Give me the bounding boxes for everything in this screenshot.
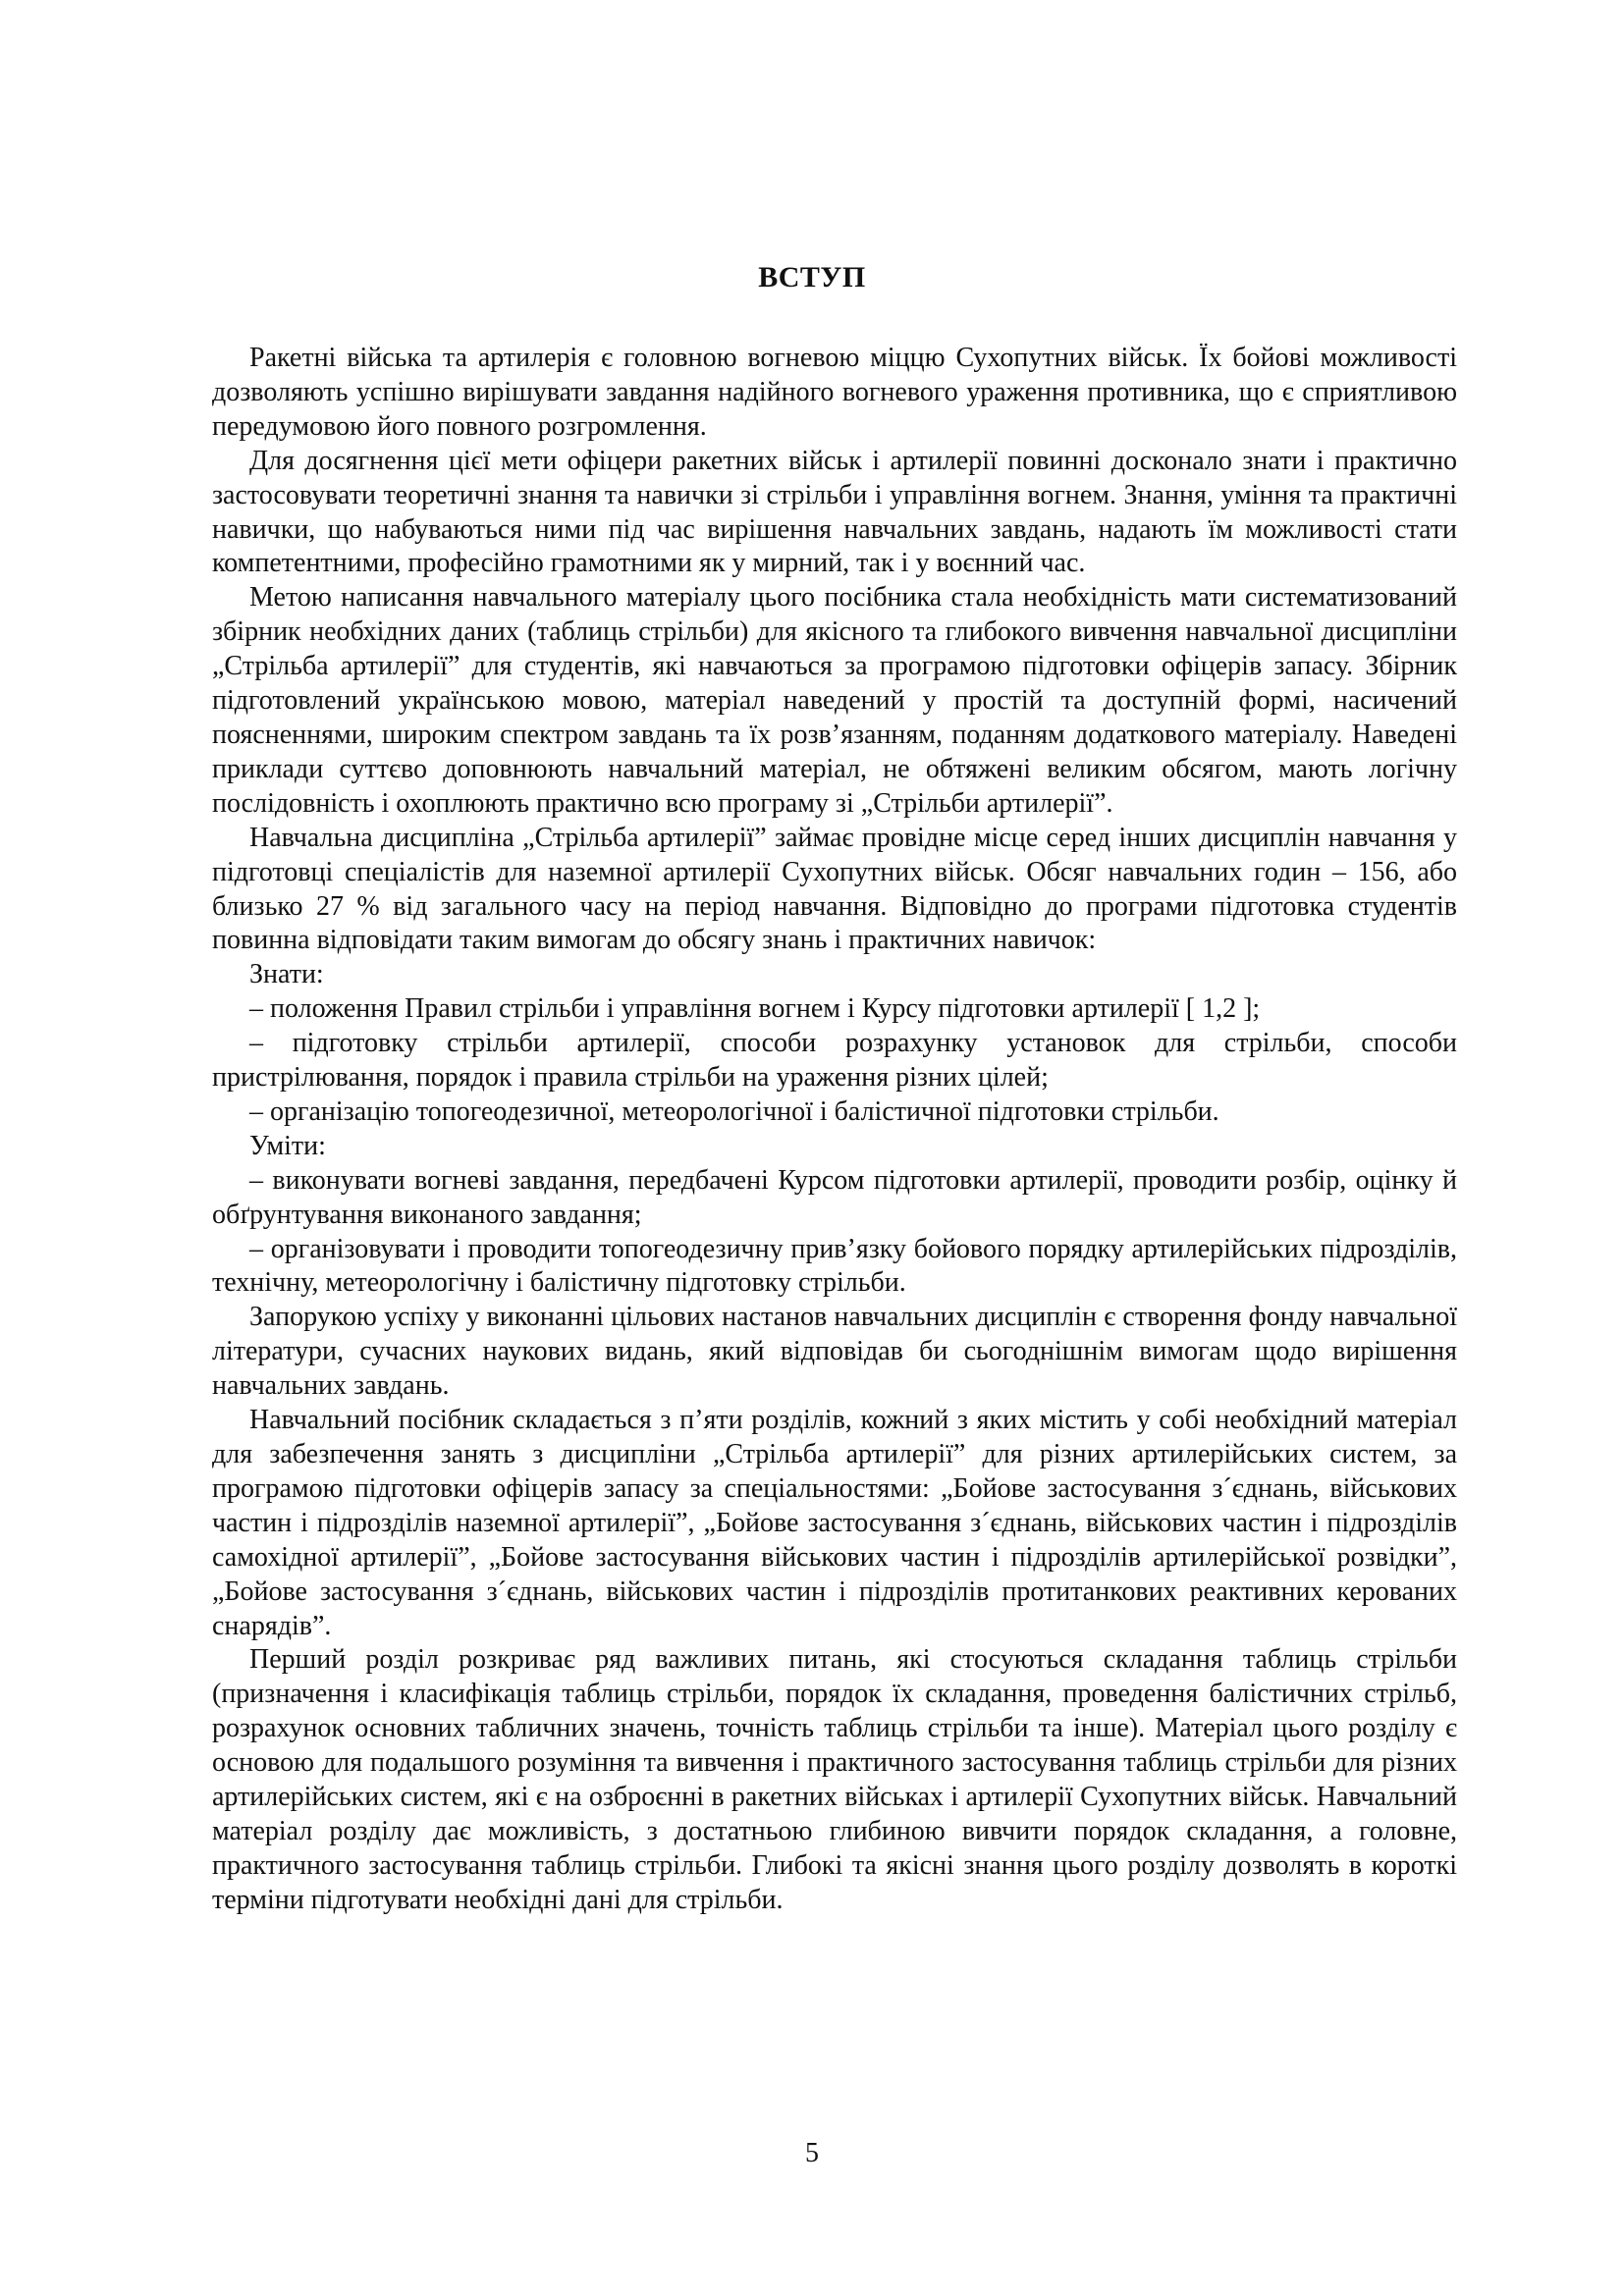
list-item-know-3: – організацію топогеодезичної, метеорологічної і балістичної підготовки стрільби. [249, 1095, 1219, 1127]
paragraph-goal: Для досягнення цієї мети офіцери ракетних військ і артилерії повинні досконало знати і практично застосовувати теоретичні знання та навички зі стрільби і управління вогнем. Знання, уміння та практичні навички, що набуваються ними під час вирішення навчальних завдань, надають їм можливості стати компетентними, професійно грамотними як у мирний, так і у воєнний час. [212, 445, 1457, 579]
paragraph-discipline: Навчальна дисципліна „Стрільба артилерії” займає провідне місце серед інших дисциплін навчання у підготовці спеціалістів для наземної артилерії Сухопутних військ. Обсяг навчальних годин – 156, або близько 27 % від загального часу на період навчання. Відповідно до програми підготовка студентів повинна відповідати таким вимогам до обсягу знань і практичних навичок: [212, 822, 1457, 956]
paragraph-structure: Навчальний посібник складається з п’яти розділів, кожний з яких містить у собі необхідний матеріал для забезпечення занять з дисципліни „Стрільба артилерії” для різних артилерійських систем, за програмою підготовки офіцерів запасу за спеціальностями: „Бойове застосування з´єднань, військових частин і підрозділів наземної артилерії”, „Бойове застосування з´єднань, військових частин і підрозділів самохідної артилерії”, „Бойове застосування військових частин і підрозділів артилерійської розвідки”, „Бойове застосування з´єднань, військових частин і підрозділів протитанкових реактивних керованих снарядів”. [212, 1405, 1457, 1641]
list-item-skill-1: – виконувати вогневі завдання, передбачені Курсом підготовки артилерії, проводити розбір, оцінку й обґрунтування виконаного завдання; [212, 1164, 1457, 1230]
list-item-know-1: – положення Правил стрільби і управління вогнем і Курсу підготовки артилерії [ 1,2 ]; [249, 993, 1261, 1025]
paragraph-purpose: Метою написання навчального матеріалу цього посібника стала необхідність мати систематизований збірник необхідних даних (таблиць стрільби) для якісного та глибокого вивчення навчальної дисципліни „Стрільба артилерії” для студентів, які навчаються за програмою підготовки офіцерів запасу. Збірник підготовлений українською мовою, матеріал наведений у простій та доступній формі, насичений поясненнями, широким спектром завдань та їх розв’язанням, поданням додаткового матеріалу. Наведені приклади суттєво доповнюють навчальний матеріал, не обтяжені великим обсягом, мають логічну послідовність і охоплюють практично всю програму зі „Стрільби артилерії”. [212, 582, 1457, 819]
paragraph-first-section: Перший розділ розкриває ряд важливих питань, які стосуються складання таблиць стрільби (призначення і класифікація таблиць стрільби, порядок їх складання, проведення балістичних стрільб, розрахунок основних табличних значень, точність таблиць стрільби та інше). Матеріал цього розділу є основою для подальшого розуміння та вивчення і практичного застосування таблиць стрільби для різних артилерійських систем, які є на озброєнні в ракетних військах і артилерії Сухопутних військ. Навчальний матеріал розділу дає можливість, з достатньою глибиною вивчити порядок складання, а головне, практичного застосування таблиць стрільби. Глибокі та якісні знання цього розділу дозволять в короткі терміни підготувати необхідні дані для стрільби. [212, 1644, 1457, 1915]
paragraph-intro: Ракетні війська та артилерія є головною вогневою міццю Сухопутних військ. Їх бойові можливості дозволяють успішно вирішувати завдання надійного вогневого ураження противника, що є сприятливою передумовою його повного розгромлення. [212, 343, 1457, 442]
label-be-able: Уміти: [249, 1130, 326, 1161]
label-know: Знати: [249, 959, 324, 990]
section-heading: ВСТУП [758, 261, 866, 294]
list-item-know-2: – підготовку стрільби артилерії, способи розрахунку установок для стрільби, способи пристрілювання, порядок і правила стрільби на ураження різних цілей; [212, 1028, 1457, 1094]
page-number: 5 [805, 2138, 819, 2168]
list-item-skill-2: – організовувати і проводити топогеодезичну прив’язку бойового порядку артилерійських підрозділів, технічну, метеорологічну і балістичну підготовку стрільби. [212, 1233, 1457, 1299]
paragraph-success: Запорукою успіху у виконанні цільових настанов навчальних дисциплін є створення фонду навчальної літератури, сучасних наукових видань, який відповідав би сьогоднішнім вимогам щодо вирішення навчальних завдань. [212, 1302, 1457, 1402]
body-text [212, 342, 1457, 1918]
